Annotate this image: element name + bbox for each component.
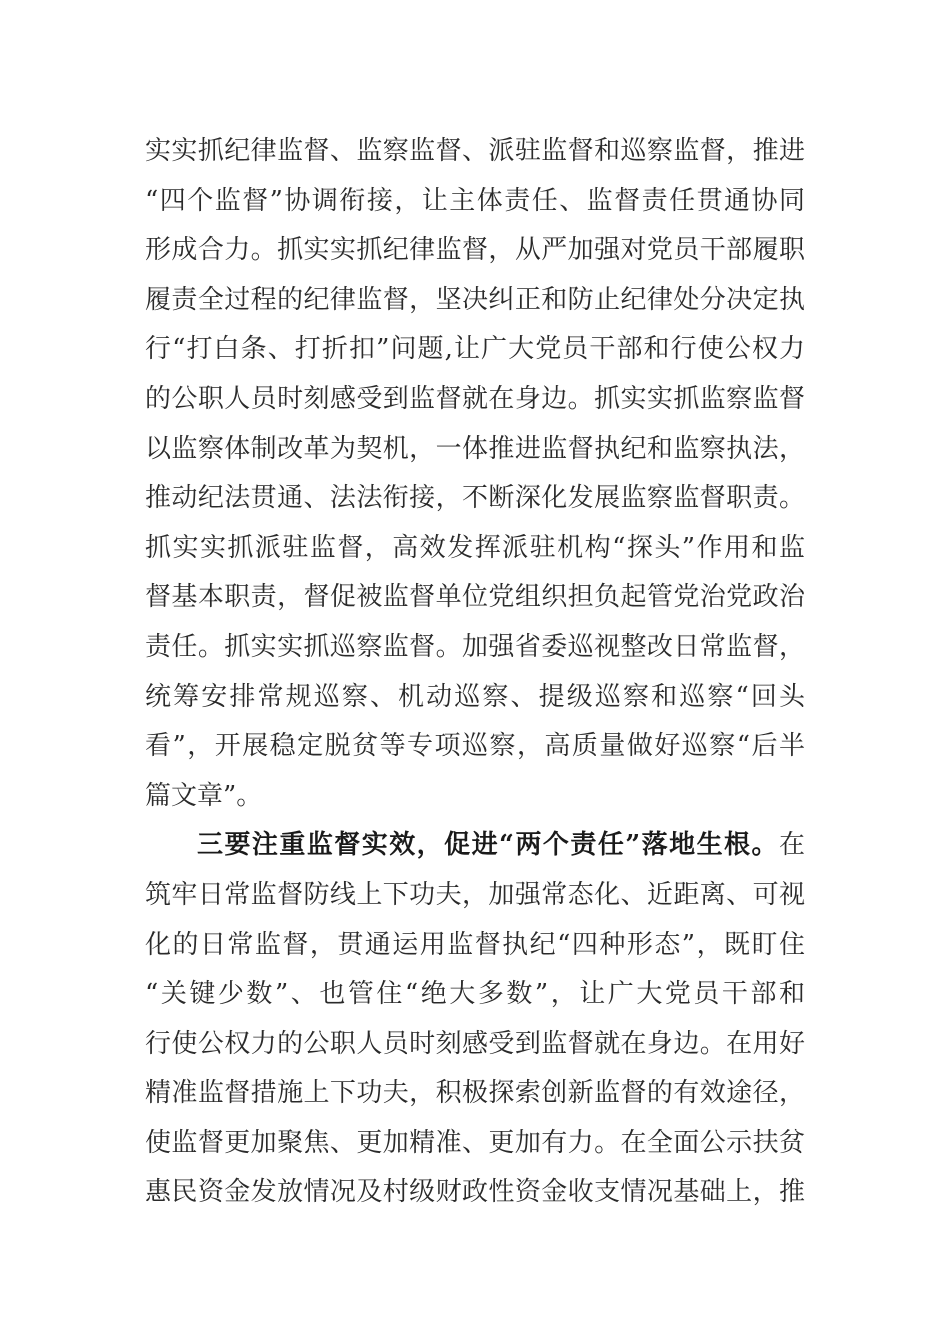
- paragraph1-line: 行“打白条、打折扣”问题,让广大党员干部和行使公权力: [145, 334, 805, 365]
- paragraph1-last-line: 篇文章”。: [145, 780, 263, 811]
- paragraph2-line: 惠民资金发放情况及村级财政性资金收支情况基础上，推: [145, 1177, 805, 1208]
- paragraph1-line: 实实抓纪律监督、监察监督、派驻监督和巡察监督，推进: [145, 136, 805, 166]
- paragraph2-line: 行使公权力的公职人员时刻感受到监督就在身边。在用好: [145, 1028, 805, 1059]
- paragraph1-line: 形成合力。抓实实抓纪律监督，从严加强对党员干部履职: [145, 235, 805, 266]
- paragraph1-line: 督基本职责，督促被监督单位党组织担负起管党治党政治: [145, 582, 805, 613]
- paragraph2-line: “关键少数”、也管住“绝大多数”，让广大党员干部和: [145, 979, 805, 1010]
- paragraph1-line: 以监察体制改革为契机，一体推进监督执纪和监察执法，: [145, 433, 805, 464]
- paragraph1-line: 责任。抓实实抓巡察监督。加强省委巡视整改日常监督，: [145, 631, 805, 662]
- paragraph1-line: 抓实实抓派驻监督，高效发挥派驻机构“探头”作用和监: [145, 532, 805, 563]
- paragraph2-line: 精准监督措施上下功夫，积极探索创新监督的有效途径，: [145, 1078, 805, 1109]
- paragraph2-heading: 三要注重监督实效，促进“两个责任”落地生根。: [197, 830, 779, 861]
- paragraph2-line: 化的日常监督，贯通运用监督执纪“四种形态”，既盯住: [145, 929, 805, 960]
- paragraph1-line: 的公职人员时刻感受到监督就在身边。抓实实抓监察监督: [145, 383, 805, 414]
- paragraph1-line: 推动纪法贯通、法法衔接，不断深化发展监察监督职责。: [145, 483, 805, 514]
- paragraph1-line: 看”，开展稳定脱贫等专项巡察，高质量做好巡察“后半: [145, 731, 805, 762]
- paragraph2-line: 使监督更加聚焦、更加精准、更加有力。在全面公示扶贫: [145, 1127, 805, 1158]
- paragraph1-line: 统筹安排常规巡察、机动巡察、提级巡察和巡察“回头: [145, 681, 805, 712]
- paragraph2-first-line: [145, 821, 805, 871]
- paragraph2-first-line-rest: 在: [778, 830, 805, 861]
- paragraph1-line: 履责全过程的纪律监督，坚决纠正和防止纪律处分决定执: [145, 284, 805, 315]
- document-body: [145, 127, 805, 1218]
- paragraph2-line: 筑牢日常监督防线上下功夫，加强常态化、近距离、可视: [145, 879, 805, 910]
- paragraph1-line: “四个监督”协调衔接，让主体责任、监督责任贯通协同: [145, 185, 805, 216]
